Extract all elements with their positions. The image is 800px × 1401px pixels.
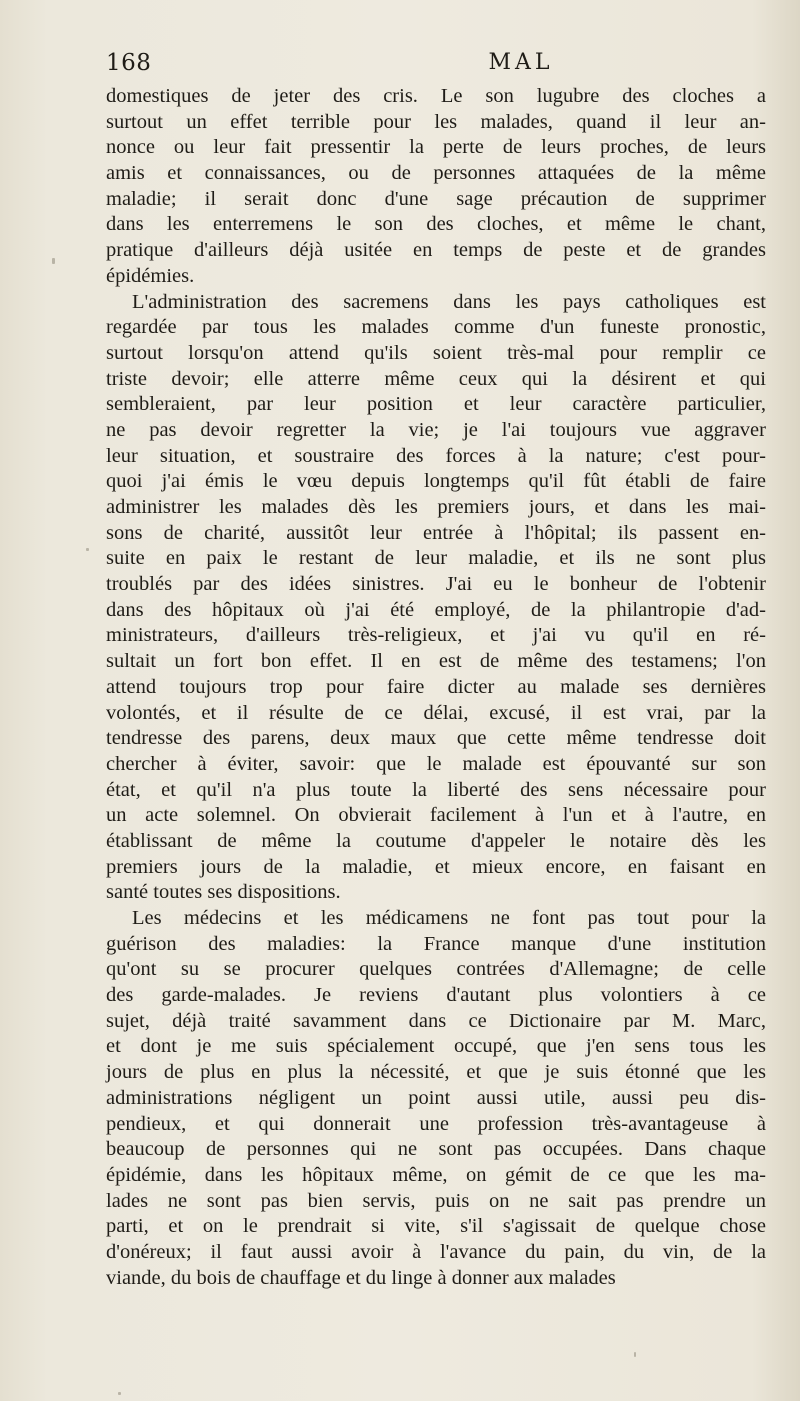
text-line: volontés, et il résulte de ce délai, excusé, il est vrai, par la bbox=[106, 701, 766, 724]
text-line: beaucoup de personnes qui ne sont pas occupées. Dans chaque bbox=[106, 1138, 766, 1161]
paragraph bbox=[106, 906, 766, 1291]
text-line: triste devoir; elle atterre même ceux qui la désirent et qui bbox=[106, 367, 766, 390]
text-line: épidémies. bbox=[106, 264, 195, 287]
text-line: qu'ont su se procurer quelques contrées d'Allemagne; de celle bbox=[106, 958, 766, 981]
text-line: santé toutes ses dispositions. bbox=[106, 881, 341, 904]
text-line: tendresse des parens, deux maux que cette même tendresse doit bbox=[106, 727, 766, 750]
text-line: et dont je me suis spécialement occupé, que j'en sens tous les bbox=[106, 1035, 766, 1058]
text-line: surtout lorsqu'on attend qu'ils soient très-mal pour remplir ce bbox=[106, 341, 766, 364]
text-line: suite en paix le restant de leur maladie, et ils ne sont plus bbox=[106, 547, 766, 570]
paragraph bbox=[106, 84, 766, 290]
paper-speck bbox=[86, 548, 89, 551]
text-line: dans les enterremens le son des cloches, et même le chant, bbox=[106, 213, 766, 236]
text-line: établissant de même la coutume d'appeler le notaire dès les bbox=[106, 829, 766, 852]
text-line: sujet, déjà traité savamment dans ce Dictionaire par M. Marc, bbox=[106, 1009, 766, 1032]
text-line: leur situation, et soustraire des forces à la nature; c'est pour- bbox=[106, 444, 766, 467]
text-line: quoi j'ai émis le vœu depuis longtemps qu'il fût établi de faire bbox=[106, 470, 766, 493]
text-line: sons de charité, aussitôt leur entrée à l'hôpital; ils passent en- bbox=[106, 521, 766, 544]
paper-speck bbox=[118, 1392, 121, 1395]
paragraph bbox=[106, 290, 766, 907]
text-line: dans des hôpitaux où j'ai été employé, de la philantropie d'ad- bbox=[106, 598, 766, 621]
text-line: chercher à éviter, savoir: que le malade est épouvanté sur son bbox=[106, 752, 766, 775]
text-line: administrations négligent un point aussi utile, aussi peu dis- bbox=[106, 1086, 766, 1109]
text-line: état, et qu'il n'a plus toute la liberté des sens nécessaire pour bbox=[106, 778, 766, 801]
text-line: d'onéreux; il faut aussi avoir à l'avance du pain, du vin, de la bbox=[106, 1240, 766, 1263]
text-line: ministrateurs, d'ailleurs très-religieux, et j'ai vu qu'il en ré- bbox=[106, 624, 766, 647]
text-line: des garde-malades. Je reviens d'autant plus volontiers à ce bbox=[106, 984, 766, 1007]
text-line: pendieux, et qui donnerait une profession très-avantageuse à bbox=[106, 1112, 766, 1135]
text-line: sultait un fort bon effet. Il en est de même des testamens; l'on bbox=[106, 650, 766, 673]
text-line: viande, du bois de chauffage et du linge à donner aux malades bbox=[106, 1266, 616, 1289]
running-title: MAL bbox=[488, 50, 554, 75]
text-line: troublés par des idées sinistres. J'ai eu le bonheur de l'obtenir bbox=[106, 573, 766, 596]
text-line: guérison des maladies: la France manque d'une institution bbox=[106, 932, 766, 955]
text-line: pratique d'ailleurs déjà usitée en temps de peste et de grandes bbox=[106, 239, 766, 262]
text-line: attend toujours trop pour faire dicter au malade ses dernières bbox=[106, 675, 766, 698]
text-line: administrer les malades dès les premiers jours, et dans les mai- bbox=[106, 496, 766, 518]
paper-speck bbox=[634, 1352, 636, 1357]
page-number: 168 bbox=[106, 50, 152, 76]
text-line: ne pas devoir regretter la vie; je l'ai toujours vue aggraver bbox=[106, 418, 766, 441]
text-line: surtout un effet terrible pour les malades, quand il leur an- bbox=[106, 110, 766, 133]
text-line: un acte solemnel. On obvierait facilement à l'un et à l'autre, en bbox=[106, 804, 766, 827]
text-line: sembleraient, par leur position et leur caractère particulier, bbox=[106, 393, 766, 416]
text-line: maladie; il serait donc d'une sage précaution de supprimer bbox=[106, 187, 766, 210]
text-line: nonce ou leur fait pressentir la perte de leurs proches, de leurs bbox=[106, 136, 766, 159]
text-line: amis et connaissances, ou de personnes attaquées de la même bbox=[106, 162, 766, 185]
page-header bbox=[106, 50, 766, 84]
text-line: Les médecins et les médicamens ne font pas tout pour la bbox=[132, 907, 766, 929]
text-line: premiers jours de la maladie, et mieux encore, en faisant en bbox=[106, 855, 766, 878]
text-line: domestiques de jeter des cris. Le son lugubre des cloches a bbox=[106, 85, 766, 107]
text-line: jours de plus en plus la nécessité, et que je suis étonné que les bbox=[106, 1061, 766, 1084]
text-line: L'administration des sacremens dans les pays catholiques est bbox=[132, 290, 766, 313]
paper-speck bbox=[52, 258, 55, 264]
body-text bbox=[106, 84, 766, 1291]
text-line: épidémie, dans les hôpitaux même, on gémit de ce que les ma- bbox=[106, 1163, 766, 1186]
text-line: lades ne sont pas bien servis, puis on ne sait pas prendre un bbox=[106, 1189, 766, 1212]
text-line: parti, et on le prendrait si vite, s'il s'agissait de quelque chose bbox=[106, 1215, 766, 1238]
text-line: regardée par tous les malades comme d'un funeste pronostic, bbox=[106, 316, 766, 339]
